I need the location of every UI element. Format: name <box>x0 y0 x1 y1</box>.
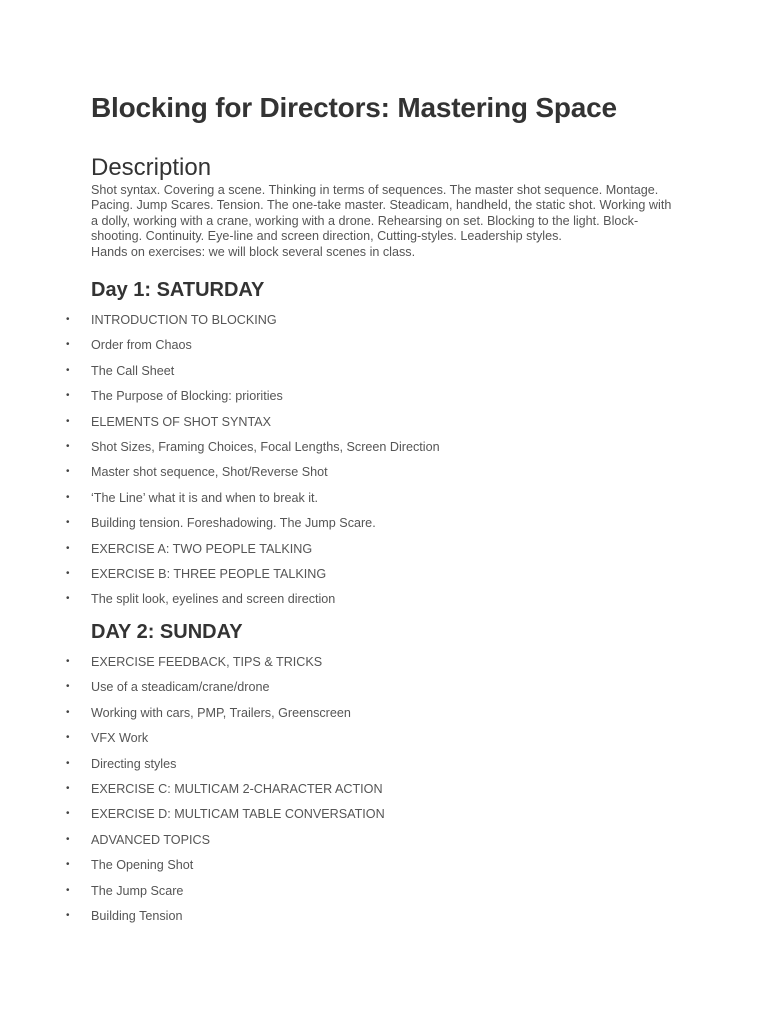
list-item-text: EXERCISE D: MULTICAM TABLE CONVERSATION <box>91 807 385 822</box>
list-item-text: Building tension. Foreshadowing. The Jump Scare. <box>91 516 376 531</box>
list-item <box>0 490 768 515</box>
list-item-text: ‘The Line’ what it is and when to break it. <box>91 490 319 505</box>
list-item <box>0 439 768 464</box>
list-item <box>0 337 768 362</box>
description-body <box>91 183 681 260</box>
list-item <box>0 781 768 806</box>
bullet-icon: • <box>66 517 70 529</box>
list-item-text: EXERCISE C: MULTICAM 2-CHARACTER ACTION <box>91 781 383 796</box>
day1-topic-list <box>0 312 768 617</box>
bullet-icon: • <box>66 909 70 921</box>
list-item <box>0 705 768 730</box>
description-paragraph: Hands on exercises: we will block several scenes in class. <box>91 244 416 259</box>
list-item-text: The Jump Scare <box>91 883 184 898</box>
list-item-text: Working with cars, PMP, Trailers, Greenscreen <box>91 705 351 720</box>
list-item-text: EXERCISE A: TWO PEOPLE TALKING <box>91 541 313 556</box>
list-item <box>0 464 768 489</box>
list-item-text: The split look, eyelines and screen direction <box>91 592 336 607</box>
list-item <box>0 515 768 540</box>
bullet-icon: • <box>66 491 70 503</box>
list-item <box>0 363 768 388</box>
list-item <box>0 591 768 616</box>
list-item-text: Shot Sizes, Framing Choices, Focal Lengths, Screen Direction <box>91 439 440 454</box>
bullet-icon: • <box>66 466 70 478</box>
bullet-icon: • <box>66 808 70 820</box>
document-title: Blocking for Directors: Mastering Space <box>91 92 617 123</box>
bullet-icon: • <box>66 757 70 769</box>
list-item <box>0 541 768 566</box>
list-item-text: Directing styles <box>91 756 177 771</box>
bullet-icon: • <box>66 593 70 605</box>
day2-topic-list <box>0 654 768 933</box>
bullet-icon: • <box>66 364 70 376</box>
list-item <box>0 730 768 755</box>
day1-heading: Day 1: SATURDAY <box>91 279 265 301</box>
bullet-icon: • <box>66 681 70 693</box>
day2-heading: DAY 2: SUNDAY <box>91 621 243 643</box>
list-item <box>0 414 768 439</box>
list-item <box>0 756 768 781</box>
list-item-text: The Purpose of Blocking: priorities <box>91 389 283 404</box>
list-item-text: ADVANCED TOPICS <box>91 832 210 847</box>
list-item <box>0 857 768 882</box>
list-item-text: ELEMENTS OF SHOT SYNTAX <box>91 414 272 429</box>
list-item-text: Building Tension <box>91 908 183 923</box>
list-item <box>0 908 768 933</box>
bullet-icon: • <box>66 859 70 871</box>
list-item-text: The Call Sheet <box>91 363 175 378</box>
description-paragraph: Shot syntax. Covering a scene. Thinking in terms of sequences. The master shot sequence. Montage. Pacing. Jump Scares. Tension. The one-take master. Steadicam, handheld, the static shot. Working with a dolly, working with a crane, working with a drone. Rehearsing on set. Blocking to the light. Block-shooting. Continuity. Eye-line and screen direction, Cutting-styles. Leadership styles. <box>91 183 672 244</box>
list-item-text: VFX Work <box>91 731 149 746</box>
bullet-icon: • <box>66 415 70 427</box>
list-item-text: The Opening Shot <box>91 858 194 873</box>
list-item-text: INTRODUCTION TO BLOCKING <box>91 313 277 327</box>
bullet-icon: • <box>66 656 70 667</box>
list-item <box>0 388 768 413</box>
bullet-icon: • <box>66 390 70 402</box>
bullet-icon: • <box>66 440 70 452</box>
bullet-icon: • <box>66 884 70 896</box>
list-item-text: EXERCISE B: THREE PEOPLE TALKING <box>91 566 327 581</box>
list-item <box>0 679 768 704</box>
list-item <box>0 806 768 831</box>
bullet-icon: • <box>66 782 70 794</box>
list-item-text: EXERCISE FEEDBACK, TIPS & TRICKS <box>91 655 323 669</box>
bullet-icon: • <box>66 706 70 718</box>
bullet-icon: • <box>66 567 70 579</box>
list-item <box>0 832 768 857</box>
list-item <box>0 654 768 679</box>
list-item <box>0 312 768 337</box>
list-item-text: Order from Chaos <box>91 338 192 353</box>
list-item-text: Master shot sequence, Shot/Reverse Shot <box>91 465 328 480</box>
bullet-icon: • <box>66 314 70 325</box>
bullet-icon: • <box>66 732 70 744</box>
bullet-icon: • <box>66 339 70 351</box>
bullet-icon: • <box>66 833 70 845</box>
list-item <box>0 883 768 908</box>
list-item <box>0 566 768 591</box>
bullet-icon: • <box>66 542 70 554</box>
list-item-text: Use of a steadicam/crane/drone <box>91 680 270 695</box>
description-heading: Description <box>91 154 212 181</box>
